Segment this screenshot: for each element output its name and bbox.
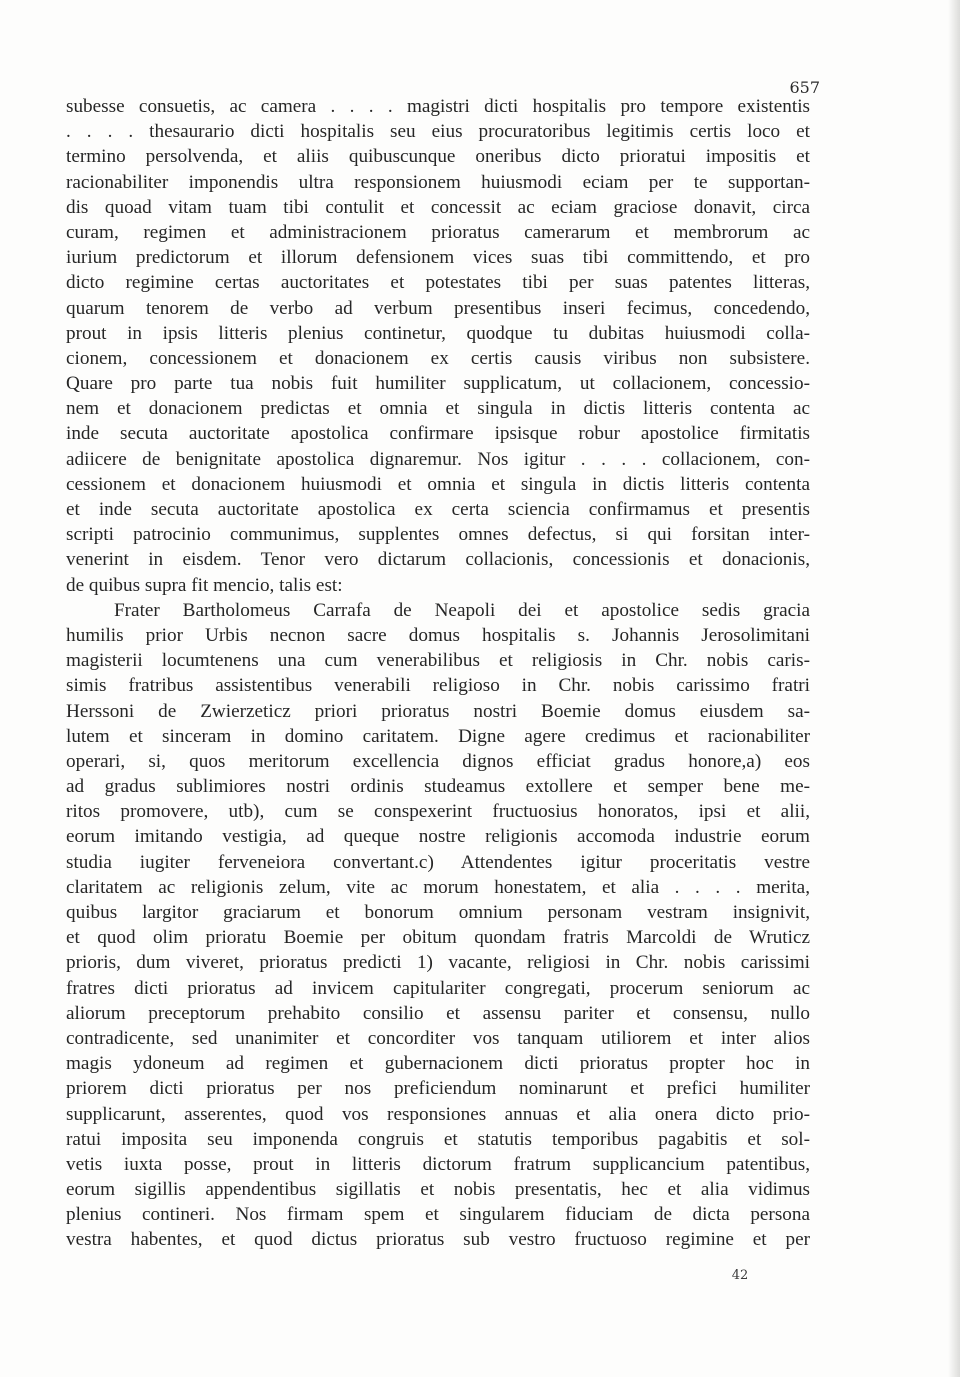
text-line: curam, regimen et administracionem prioratus camerarum et membrorum ac: [66, 221, 810, 243]
text-line: ritos promovere, utb), cum se conspexerint fructuosius honoratos, ipsi et alii,: [66, 801, 810, 823]
text-line: Herssoni de Zwierzeticz priori prioratus nostri Boemie domus eiusdem sa-: [66, 700, 810, 722]
page-number: 657: [789, 78, 820, 97]
text-line: ratui imposita seu imponenda congruis et statutis temporibus pagabitis et sol-: [66, 1128, 810, 1150]
text-line: ad gradus sublimiores nostri ordinis studeamus extollere et semper bene me-: [66, 776, 810, 798]
text-line: simis fratribus assistentibus venerabili religioso in Chr. nobis carissimo fratri: [66, 675, 810, 697]
text-line: contradicente, sed unanimiter et concorditer vos tanquam utiliorem et inter alios: [66, 1027, 810, 1049]
text-line: termino persolvenda, et aliis quibuscunque oneribus dicto prioratui impositis et: [66, 146, 810, 168]
text-line: de quibus supra fit mencio, talis est:: [66, 574, 343, 596]
text-line: fratres dicti prioratus ad invicem capitulariter congregati, procerum seniorum ac: [66, 977, 810, 999]
text-line: operari, si, quos meritorum excellencia dignos efficiat gradus honore,a) eos: [66, 750, 810, 772]
text-line: racionabiliter imponendis ultra responsionem huiusmodi eciam per te supportan-: [66, 171, 810, 193]
text-line: humilis prior Urbis necnon sacre domus hospitalis s. Johannis Jerosolimitani: [66, 624, 810, 646]
text-line: quibus largitor graciarum et bonorum omnium personam vestram insignivit,: [66, 902, 810, 923]
text-line: Quare pro parte tua nobis fuit humiliter supplicatum, ut collacionem, concessio-: [66, 373, 810, 395]
text-line: magis ydoneum ad regimen et gubernacionem dicti prioratus propter hoc in: [66, 1053, 810, 1075]
text-line: inde secuta auctoritate apostolica confirmare ipsisque robur apostolice firmitatis: [66, 423, 810, 445]
text-line: . . . . thesaurario dicti hospitalis seu eius procuratoribus legitimis certis loco et: [66, 121, 810, 143]
text-line: aliorum preceptorum prehabito consilio et assensu pariter et consensu, nullo: [66, 1002, 810, 1024]
text-line: studia iugiter ferveneiora convertant.c) Attendentes igitur proceritatis vestre: [66, 851, 810, 873]
text-line: magisterii locumtenens una cum venerabilibus et religiosis in Chr. nobis caris-: [66, 650, 810, 672]
text-line: priorem dicti prioratus per nos preficiendum nominarunt et prefici humiliter: [66, 1078, 810, 1100]
text-line: plenius contineri. Nos firmam spem et singularem fiduciam de dicta persona: [66, 1204, 810, 1226]
text-line: claritatem ac religionis zelum, vite ac morum honestatem, et alia . . . . merita,: [66, 876, 810, 898]
text-line: eorum imitando vestigia, ad queque nostre religionis accomoda industrie eorum: [66, 826, 810, 848]
text-line: scripti patrocinio communimus, supplentes omnes defectus, si qui forsitan inter-: [66, 524, 810, 546]
text-line: cessionem et donacionem huiusmodi et omnia et singula in dictis litteris contenta: [66, 473, 810, 495]
text-line: lutem et sinceram in domino caritatem. Digne agere credimus et racionabiliter: [66, 725, 810, 747]
text-line: venerint in eisdem. Tenor vero dictarum collacionis, concessionis et donacionis,: [66, 549, 810, 571]
text-line: Frater Bartholomeus Carrafa de Neapoli dei et apostolice sedis gracia: [114, 599, 810, 621]
text-line: subesse consuetis, ac camera . . . . magistri dicti hospitalis pro tempore existentis: [66, 96, 810, 117]
text-line: adiicere de benignitate apostolica dignaremur. Nos igitur . . . . collacionem, con-: [66, 448, 810, 470]
text-line: iurium predictorum et illorum defensionem vices suas tibi committendo, et pro: [66, 247, 810, 269]
text-line: quarum tenorem de verbo ad verbum presentibus inseri fecimus, concedendo,: [66, 297, 810, 319]
text-line: prioris, dum viveret, prioratus predicti 1) vacante, religiosi in Chr. nobis carissimi: [66, 952, 810, 974]
text-line: prout in ipsis litteris plenius continetur, quodque tu dubitas huiusmodi colla-: [66, 322, 810, 344]
text-line: cionem, concessionem et donacionem ex certis causis viribus non subsistere.: [66, 347, 810, 369]
page-edge-shadow: [948, 0, 960, 1377]
text-line: vestra habentes, et quod dictus prioratus sub vestro fructuoso regimine et per: [66, 1229, 810, 1251]
text-line: supplicarunt, asserentes, quod vos responsiones annuas et alia onera dicto prio-: [66, 1103, 810, 1125]
text-line: et inde secuta auctoritate apostolica ex certa sciencia confirmamus et presentis: [66, 499, 810, 520]
text-line: nem et donacionem predictas et omnia et singula in dictis litteris contenta ac: [66, 398, 810, 420]
text-line: et quod olim prioratu Boemie per obitum quondam fratris Marcoldi de Wruticz: [66, 927, 810, 949]
signature-mark: 42: [731, 1268, 749, 1283]
text-line: vetis iuxta posse, prout in litteris dictorum fratrum supplicancium patentibus,: [66, 1153, 810, 1175]
body-text: [66, 94, 810, 1253]
text-line: dis quoad vitam tuam tibi contulit et concessit ac eciam graciose donavit, circa: [66, 196, 810, 218]
text-line: eorum sigillis appendentibus sigillatis et nobis presentatis, hec et alia vidimus: [66, 1179, 810, 1201]
text-line: dicto regimine certas auctoritates et potestates tibi per suas patentes litteras,: [66, 272, 810, 294]
